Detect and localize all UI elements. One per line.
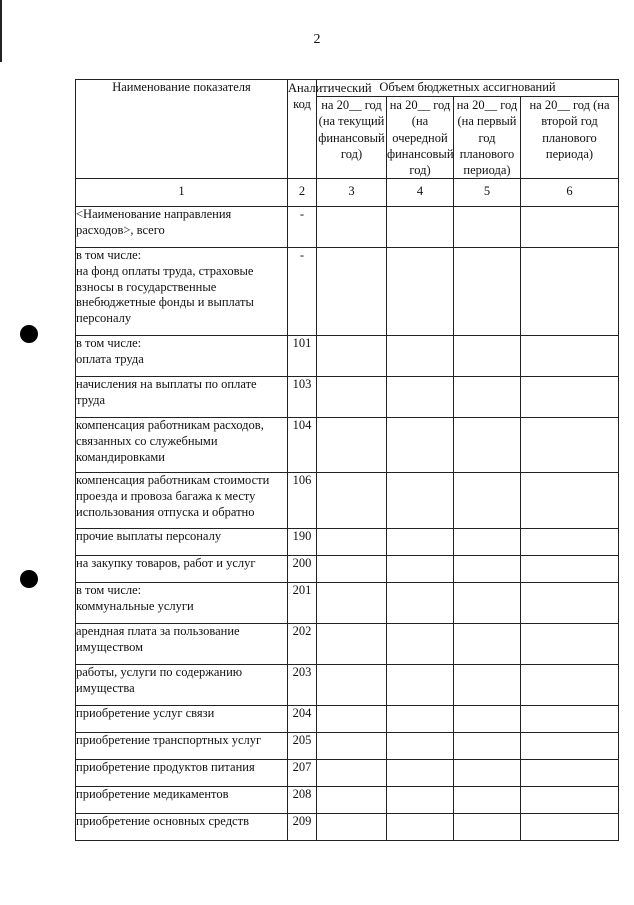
row-value-cell: [454, 583, 521, 624]
row-value-cell: [317, 207, 387, 248]
row-value-cell: [317, 529, 387, 556]
row-value-cell: [521, 760, 619, 787]
table-row: [76, 418, 619, 473]
header-analytic-code: Аналитический код: [288, 80, 317, 179]
row-value-cell: [521, 787, 619, 814]
column-number: 1: [76, 179, 288, 207]
row-indicator-name: арендная плата за пользование имуществом: [76, 624, 288, 665]
row-analytic-code: 200: [288, 556, 317, 583]
table-row: [76, 529, 619, 556]
row-value-cell: [387, 529, 454, 556]
row-value-cell: [454, 473, 521, 529]
row-value-cell: [317, 733, 387, 760]
row-value-cell: [521, 733, 619, 760]
row-value-cell: [454, 665, 521, 706]
row-analytic-code: 201: [288, 583, 317, 624]
row-value-cell: [521, 665, 619, 706]
header-period-plan-2: на 20__ год (на второй год планового периода): [521, 97, 619, 179]
row-value-cell: [317, 336, 387, 377]
row-value-cell: [521, 473, 619, 529]
column-number: 6: [521, 179, 619, 207]
row-indicator-name: <Наименование направления расходов>, всего: [76, 207, 288, 248]
row-value-cell: [317, 583, 387, 624]
row-value-cell: [317, 418, 387, 473]
row-indicator-name: в том числе: коммунальные услуги: [76, 583, 288, 624]
row-indicator-name: приобретение основных средств: [76, 814, 288, 841]
row-value-cell: [387, 624, 454, 665]
row-value-cell: [454, 706, 521, 733]
row-analytic-code: 204: [288, 706, 317, 733]
row-value-cell: [521, 583, 619, 624]
row-value-cell: [454, 377, 521, 418]
header-period-current: на 20__ год (на текущий финансовый год): [317, 97, 387, 179]
budget-allocations-table: [75, 79, 619, 841]
row-analytic-code: 104: [288, 418, 317, 473]
row-value-cell: [317, 814, 387, 841]
row-value-cell: [454, 336, 521, 377]
row-value-cell: [454, 248, 521, 336]
table-row: [76, 556, 619, 583]
row-indicator-name: в том числе: оплата труда: [76, 336, 288, 377]
column-number: 2: [288, 179, 317, 207]
row-value-cell: [317, 665, 387, 706]
row-value-cell: [521, 706, 619, 733]
row-indicator-name: приобретение услуг связи: [76, 706, 288, 733]
row-indicator-name: начисления на выплаты по оплате труда: [76, 377, 288, 418]
punch-hole-mark: [20, 325, 38, 343]
row-value-cell: [521, 207, 619, 248]
table-row: [76, 248, 619, 336]
scan-edge-mark: [0, 0, 2, 62]
row-value-cell: [454, 207, 521, 248]
row-analytic-code: 101: [288, 336, 317, 377]
row-indicator-name: работы, услуги по содержанию имущества: [76, 665, 288, 706]
row-value-cell: [387, 814, 454, 841]
column-number: 4: [387, 179, 454, 207]
row-analytic-code: 205: [288, 733, 317, 760]
row-value-cell: [454, 556, 521, 583]
row-value-cell: [454, 787, 521, 814]
table-row: [76, 473, 619, 529]
row-value-cell: [387, 760, 454, 787]
row-analytic-code: 103: [288, 377, 317, 418]
row-value-cell: [521, 529, 619, 556]
row-value-cell: [521, 814, 619, 841]
row-analytic-code: 203: [288, 665, 317, 706]
row-value-cell: [454, 760, 521, 787]
table-row: [76, 814, 619, 841]
row-analytic-code: 106: [288, 473, 317, 529]
row-value-cell: [387, 706, 454, 733]
header-indicator-name: Наименование показателя: [76, 80, 288, 179]
header-period-next: на 20__ год (на очередной финансовый год): [387, 98, 454, 177]
column-number: 5: [454, 179, 521, 207]
row-value-cell: [454, 624, 521, 665]
row-analytic-code: -: [288, 207, 317, 248]
row-value-cell: [454, 418, 521, 473]
row-indicator-name: компенсация работникам стоимости проезда и провоза багажа к месту использования отпуска и обратно: [76, 473, 288, 529]
row-value-cell: [454, 814, 521, 841]
row-value-cell: [387, 207, 454, 248]
row-value-cell: [454, 529, 521, 556]
table-row: [76, 377, 619, 418]
row-value-cell: [317, 760, 387, 787]
row-value-cell: [317, 556, 387, 583]
row-value-cell: [521, 336, 619, 377]
row-value-cell: [317, 624, 387, 665]
row-value-cell: [387, 665, 454, 706]
row-value-cell: [521, 418, 619, 473]
table-row: [76, 787, 619, 814]
row-analytic-code: -: [288, 248, 317, 336]
row-value-cell: [521, 248, 619, 336]
row-indicator-name: на закупку товаров, работ и услуг: [76, 556, 288, 583]
row-value-cell: [521, 556, 619, 583]
table-row: [76, 624, 619, 665]
row-value-cell: [387, 583, 454, 624]
row-indicator-name: прочие выплаты персоналу: [76, 529, 288, 556]
row-analytic-code: 207: [288, 760, 317, 787]
punch-hole-mark: [20, 570, 38, 588]
table-row: [76, 665, 619, 706]
row-value-cell: [317, 377, 387, 418]
row-analytic-code: 209: [288, 814, 317, 841]
row-indicator-name: приобретение продуктов питания: [76, 760, 288, 787]
table-row: [76, 336, 619, 377]
row-value-cell: [454, 733, 521, 760]
row-analytic-code: 208: [288, 787, 317, 814]
table-row: [76, 733, 619, 760]
row-value-cell: [387, 733, 454, 760]
table-row: [76, 760, 619, 787]
row-value-cell: [521, 624, 619, 665]
row-value-cell: [387, 418, 454, 473]
row-value-cell: [387, 248, 454, 336]
row-analytic-code: 202: [288, 624, 317, 665]
header-period-plan-1: на 20__ год (на первый год планового периода): [454, 97, 521, 179]
row-indicator-name: приобретение медикаментов: [76, 787, 288, 814]
row-value-cell: [387, 473, 454, 529]
table-row: [76, 706, 619, 733]
row-value-cell: [317, 706, 387, 733]
page-number: 2: [313, 32, 321, 47]
row-value-cell: [387, 556, 454, 583]
row-value-cell: [387, 787, 454, 814]
row-value-cell: [317, 248, 387, 336]
row-value-cell: [521, 377, 619, 418]
row-value-cell: [317, 473, 387, 529]
row-value-cell: [387, 377, 454, 418]
row-analytic-code: 190: [288, 529, 317, 556]
header-budget-volume: Объем бюджетных ассигнований: [317, 80, 619, 97]
table-row: [76, 207, 619, 248]
row-value-cell: [317, 787, 387, 814]
row-indicator-name: приобретение транспортных услуг: [76, 733, 288, 760]
row-value-cell: [387, 336, 454, 377]
row-indicator-name: в том числе: на фонд оплаты труда, страховые взносы в государственные внебюджетные фонды и выплаты персоналу: [76, 248, 288, 336]
table-body: [76, 207, 619, 841]
column-number: 3: [317, 179, 387, 207]
table-row: [76, 583, 619, 624]
row-indicator-name: компенсация работникам расходов, связанных со служебными командировками: [76, 418, 288, 473]
